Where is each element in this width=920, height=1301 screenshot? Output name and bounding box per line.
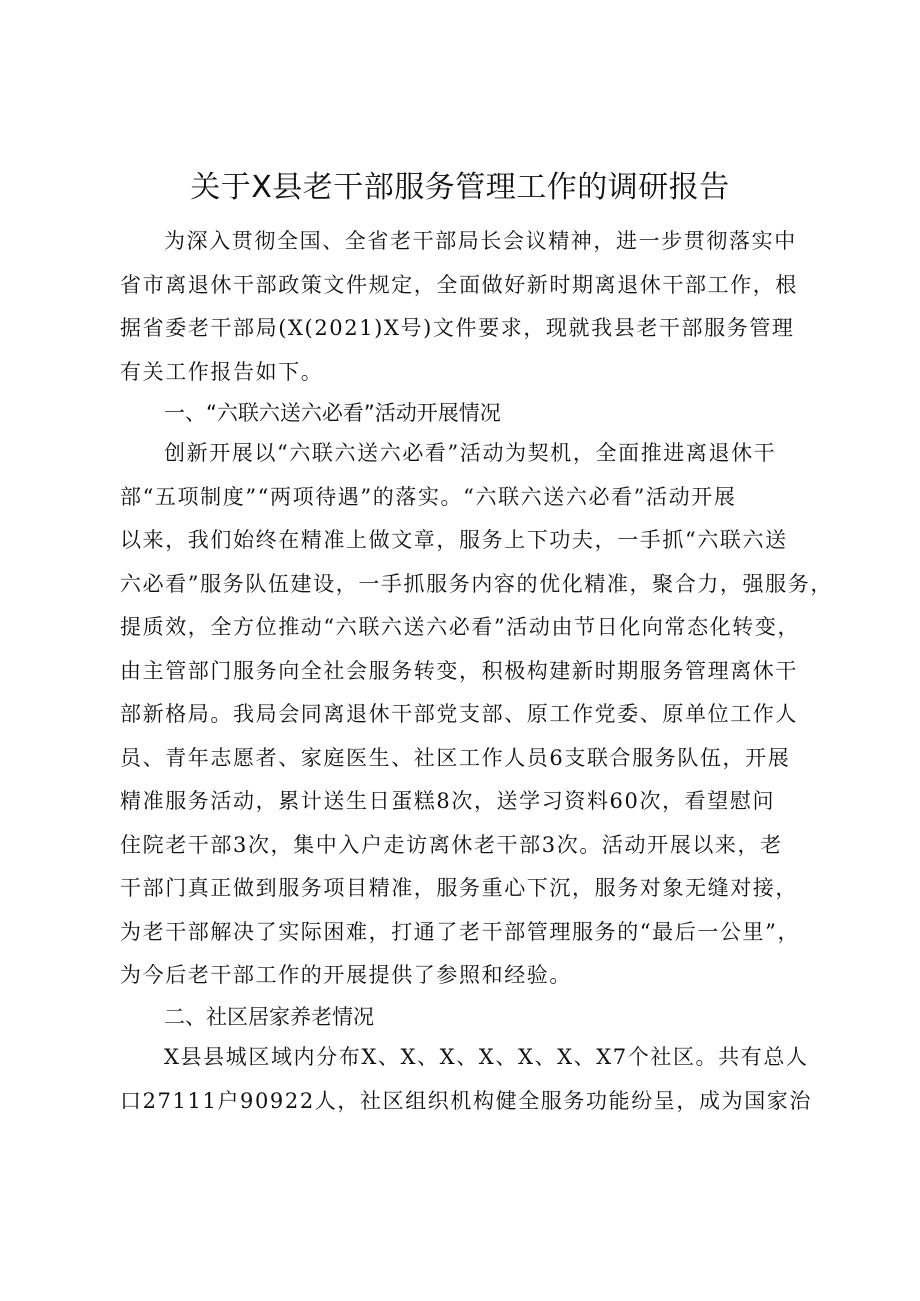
section-1-line: 创新开展以“六联六送六必看”活动为契机，全面推进离退休干 <box>164 441 777 465</box>
section-2-heading: 二、社区居家养老情况 <box>164 1005 374 1029</box>
intro-line: 为深入贯彻全国、全省老干部局长会议精神，进一步贯彻落实中 <box>164 229 797 253</box>
section-1-line: 由主管部门服务向全社会服务转变，积极构建新时期服务管理离休干 <box>120 658 798 683</box>
section-1-line: 员、青年志愿者、家庭医生、社区工作人员6支联合服务队伍，开展 <box>120 745 791 770</box>
section-2-paragraph <box>120 1036 820 1123</box>
section-1-line: 为今后老干部工作的开展提供了参照和经验。 <box>120 963 572 987</box>
section-1-line: 部新格局。我局会同离退休干部党支部、原工作党委、原单位工作人 <box>120 702 798 726</box>
document-title: 关于X县老干部服务管理工作的调研报告 <box>190 170 730 205</box>
section-1-line: 精准服务活动，累计送生日蛋糕8次，送学习资料60次，看望慰问 <box>120 789 776 813</box>
section-1-line: 住院老干部3次，集中入户走访离休老干部3次。活动开展以来，老 <box>120 832 783 857</box>
section-2-line: 口27111户90922人，社区组织机构健全服务功能纷呈，成为国家治 <box>120 1088 813 1113</box>
intro-line: 有关工作报告如下。 <box>120 359 324 384</box>
section-2-line: X县县城区域内分布X、X、X、X、X、X、X7个社区。共有总人 <box>164 1045 809 1069</box>
section-1-line: 部“五项制度”“两项待遇”的落实。“六联六送六必看”活动开展 <box>120 484 737 509</box>
section-1-heading: 一、“六联六送六必看”活动开展情况 <box>164 401 501 425</box>
intro-line: 据省委老干部局(X(2021)X号)文件要求，现就我县老干部服务管理 <box>120 316 795 340</box>
intro-paragraph <box>120 220 820 394</box>
section-1-paragraph <box>120 432 833 998</box>
section-1-line: 六必看”服务队伍建设，一手抓服务内容的优化精准，聚合力，强服务， <box>120 571 833 596</box>
section-1-line: 以来，我们始终在精准上做文章，服务上下功夫，一手抓“六联六送 <box>120 528 788 552</box>
section-1-line: 为老干部解决了实际困难，打通了老干部管理服务的“最后一公里”， <box>120 919 801 944</box>
section-1-line: 干部门真正做到服务项目精准，服务重心下沉，服务对象无缝对接， <box>120 876 798 900</box>
section-1-line: 提质效，全方位推动“六联六送六必看”活动由节日化向常态化转变， <box>120 615 801 639</box>
intro-line: 省市离退休干部政策文件规定，全面做好新时期离退休干部工作，根 <box>120 272 798 297</box>
